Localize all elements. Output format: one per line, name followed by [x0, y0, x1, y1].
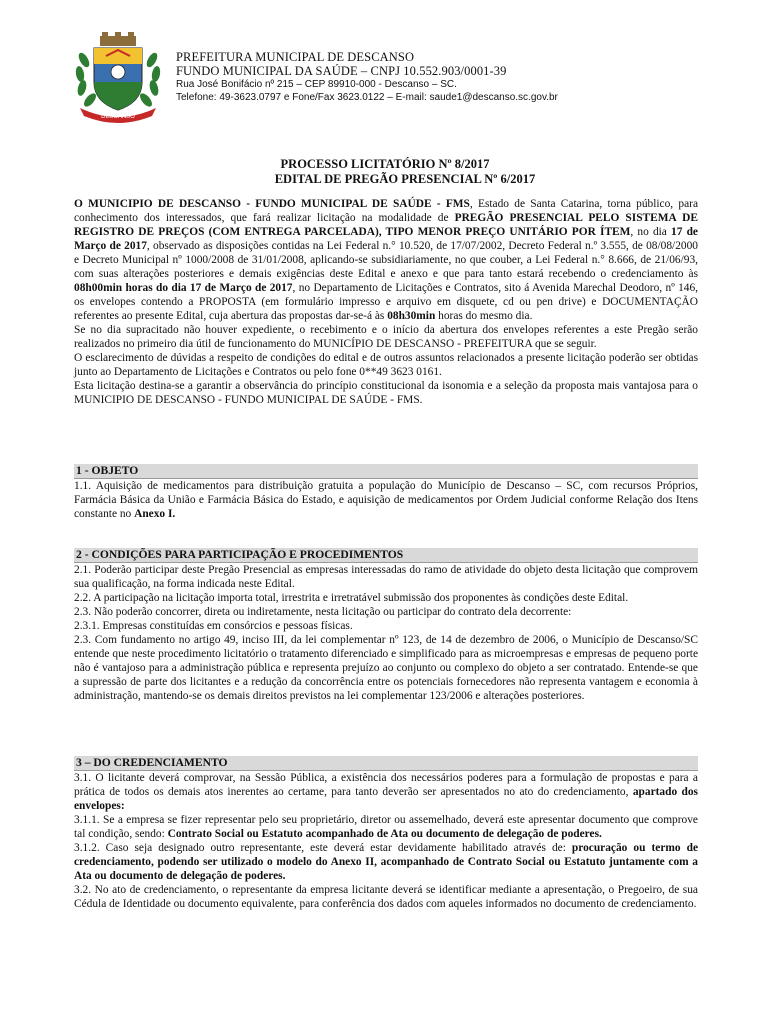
section-3-1-2-bold: procuração ou termo de credenciamento, podendo ser utilizado o modelo do Anexo II, acompanhado de Contrato Social ou Estatuto juntamente com a Ata ou documento de delegação de poderes. — [74, 842, 699, 882]
intro-p1-bold-e: 17 de Março de 2017 — [74, 226, 698, 252]
section-1-annex-ref: Anexo I. — [134, 508, 176, 520]
section-3-1-2-text: 3.1.2. Caso seja designado outro representante, este deverá estar devidamente habilitado através de: — [74, 842, 572, 854]
letterhead-prefeitura: PREFEITURA MUNICIPAL DE DESCANSO — [176, 50, 415, 64]
intro-p1-bold-i: 08h30min — [387, 310, 436, 322]
intro-section — [74, 197, 698, 407]
letterhead-address: Rua José Bonifácio nº 215 – CEP 89910-000 - Descanso – SC. — [176, 79, 457, 90]
section-3-item-3-1 — [74, 771, 698, 813]
section-3-1-1-text: 3.1.1. Se a empresa se fizer representar pelo seu proprietário, diretor ou assemelhado, deverá este apresentar documento que comprove tal condição, sendo: — [74, 814, 698, 840]
intro-paragraph-2: Se no dia supracitado não houver expediente, o recebimento e o início da abertura dos envelopes referentes a este Pregão serão realizados no primeiro dia útil de funcionamento do MUNICÍPIO DE DESCANSO - PREFEITURA que se seguir. — [74, 324, 698, 350]
edital-title: EDITAL DE PREGÃO PRESENCIAL Nº 6/2017 — [274, 172, 536, 186]
letterhead-fundo: FUNDO MUNICIPAL DA SAÚDE – CNPJ 10.552.903/0001-39 — [176, 64, 507, 78]
section-1-paragraph — [74, 479, 698, 521]
crest-ribbon-text: DESCANSO — [101, 114, 135, 120]
intro-p1-bold-g: 08h00min horas do dia 17 de Março de 2017 — [74, 282, 293, 294]
section-3-1-text: 3.1. O licitante deverá comprovar, na Sessão Pública, a existência dos necessários poderes para a formulação de propostas e para a prática de todos os demais atos inerentes ao certame, para tanto deverão ser apresentados no ato do credenciamento, — [74, 772, 698, 798]
section-1-text: 1.1. Aquisição de medicamentos para distribuição gratuita a população do Município de Descanso – SC, com recursos Próprios, Farmácia Básica da União e Farmácia Básica do Estado, e aquisição de medicamentos por Ordem Judicial conforme Relação dos Itens constante no — [74, 480, 698, 520]
intro-paragraph-1 — [74, 197, 698, 323]
section-2-item-2-1: 2.1. Poderão participar deste Pregão Presencial as empresas interessadas do ramo de atividade do objeto desta licitação que comprovem sua qualificação, na forma indicada neste Edital. — [74, 564, 698, 590]
intro-paragraph-4: Esta licitação destina-se a garantir a observância do princípio constitucional da isonomia e a seleção da proposta mais vantajosa para o MUNICIPIO DE DESCANSO - FUNDO MUNICIPAL DE SAÚDE - FMS. — [74, 380, 698, 406]
section-3-header: 3 – DO CREDENCIAMENTO — [74, 756, 698, 771]
section-condicoes — [74, 548, 698, 703]
process-title: PROCESSO LICITATÓRIO Nº 8/2017 — [280, 157, 490, 171]
letterhead — [176, 50, 736, 104]
municipal-crest-logo — [70, 30, 166, 126]
section-3-item-3-1-1 — [74, 813, 698, 841]
intro-p1-bold-c: PREGÃO PRESENCIAL PELO SISTEMA DE REGISTRO DE PREÇOS (COM ENTREGA PARCELADA), TIPO MENOR PREÇO UNITÁRIO POR ÍTEM — [74, 212, 698, 238]
section-2-item-2-2: 2.2. A participação na licitação importa total, irrestrita e irretratável submissão dos proponentes às condições deste Edital. — [74, 592, 629, 604]
intro-p1-text-d: , no dia — [630, 226, 672, 238]
section-2-item-2-3-1: 2.3.1. Empresas constituídas em consórcios e pessoas físicas. — [74, 620, 353, 632]
intro-p1-text-j: horas do mesmo dia. — [435, 310, 533, 322]
section-2-header: 2 - CONDIÇÕES PARA PARTICIPAÇÃO E PROCEDIMENTOS — [74, 548, 698, 563]
section-2-item-2-3: 2.3. Não poderão concorrer, direta ou indiretamente, nesta licitação ou participar do contrato dela decorrente: — [74, 606, 572, 618]
section-1-header: 1 - OBJETO — [74, 464, 698, 479]
intro-p1-text-b: , Estado de Santa Catarina, torna público, para conhecimento dos interessados, que fará realizar licitação na modalidade de — [74, 198, 698, 224]
section-objeto — [74, 464, 698, 521]
intro-paragraph-3: O esclarecimento de dúvidas a respeito de condições do edital e de outros assuntos relacionados a presente licitação poderão ser obtidas junto ao Departamento de Licitações e Contratos ou pelo fone 0**49 3623 0161. — [74, 352, 698, 378]
section-2-item-2-3-b: 2.3. Com fundamento no artigo 49, inciso III, da lei complementar nº 123, de 14 de dezembro de 2006, o Município de Descanso/SC entende que neste procedimento licitatório o tratamento diferenciado e simplificado para as microempresas e empresas de pequeno porte não é vantajoso para a administração pública e representa prejuízo ao conjunto ou complexo do objeto a ser contratado. Entende-se que a supressão de parte dos licitantes e a redução da concorrência entre os potenciais fornecedores não representa vantagem e economia à administração, mantendo-se os demais direitos previstos na lei complementar 123/2006 e alterações posteriores. — [74, 634, 698, 702]
letterhead-contact: Telefone: 49-3623.0797 e Fone/Fax 3623.0122 – E-mail: saude1@descanso.sc.gov.br — [176, 92, 558, 103]
section-3-item-3-2: 3.2. No ato de credenciamento, o representante da empresa licitante deverá se identificar mediante a apresentação, o Pregoeiro, de sua Cédula de Identidade ou documento equivalente, para conferência dos dados com aqueles informados no documento de credenciamento. — [74, 884, 698, 910]
section-3-1-bold: apartado dos envelopes: — [74, 786, 698, 812]
section-credenciamento — [74, 756, 698, 911]
intro-p1-text-f: , observado as disposições contidas na Lei Federal n.° 10.520, de 17/07/2002, Decreto Federal n.º 3.555, de 08/08/2000 e Decreto Municipal nº 1000/2008 de 31/01/2008, aplicando-se subsidiariamente, no que couber, a Lei Federal n.° 8.666, de 21/06/93, com suas alterações posteriores e demais exigências deste Edital e anexo e que para tanto estará recebendo o credenciamento às — [74, 240, 698, 280]
section-3-item-3-1-2 — [74, 841, 698, 883]
intro-p1-text-h: , no Departamento de Licitações e Contratos, sito á Avenida Marechal Deodoro, nº 146, os envelopes contendo a PROPOSTA (em formulário impresso e arquivo em disquete, cd ou pen drive) e DOCUMENTAÇÃO referentes ao presente Edital, cuja abertura das propostas dar-se-á às — [74, 282, 698, 322]
section-3-1-1-bold: Contrato Social ou Estatuto acompanhado de Ata ou documento de delegação de poderes. — [167, 828, 602, 840]
intro-p1-bold-a: O MUNICIPIO DE DESCANSO - FUNDO MUNICIPAL DE SAÚDE - FMS — [74, 198, 470, 210]
